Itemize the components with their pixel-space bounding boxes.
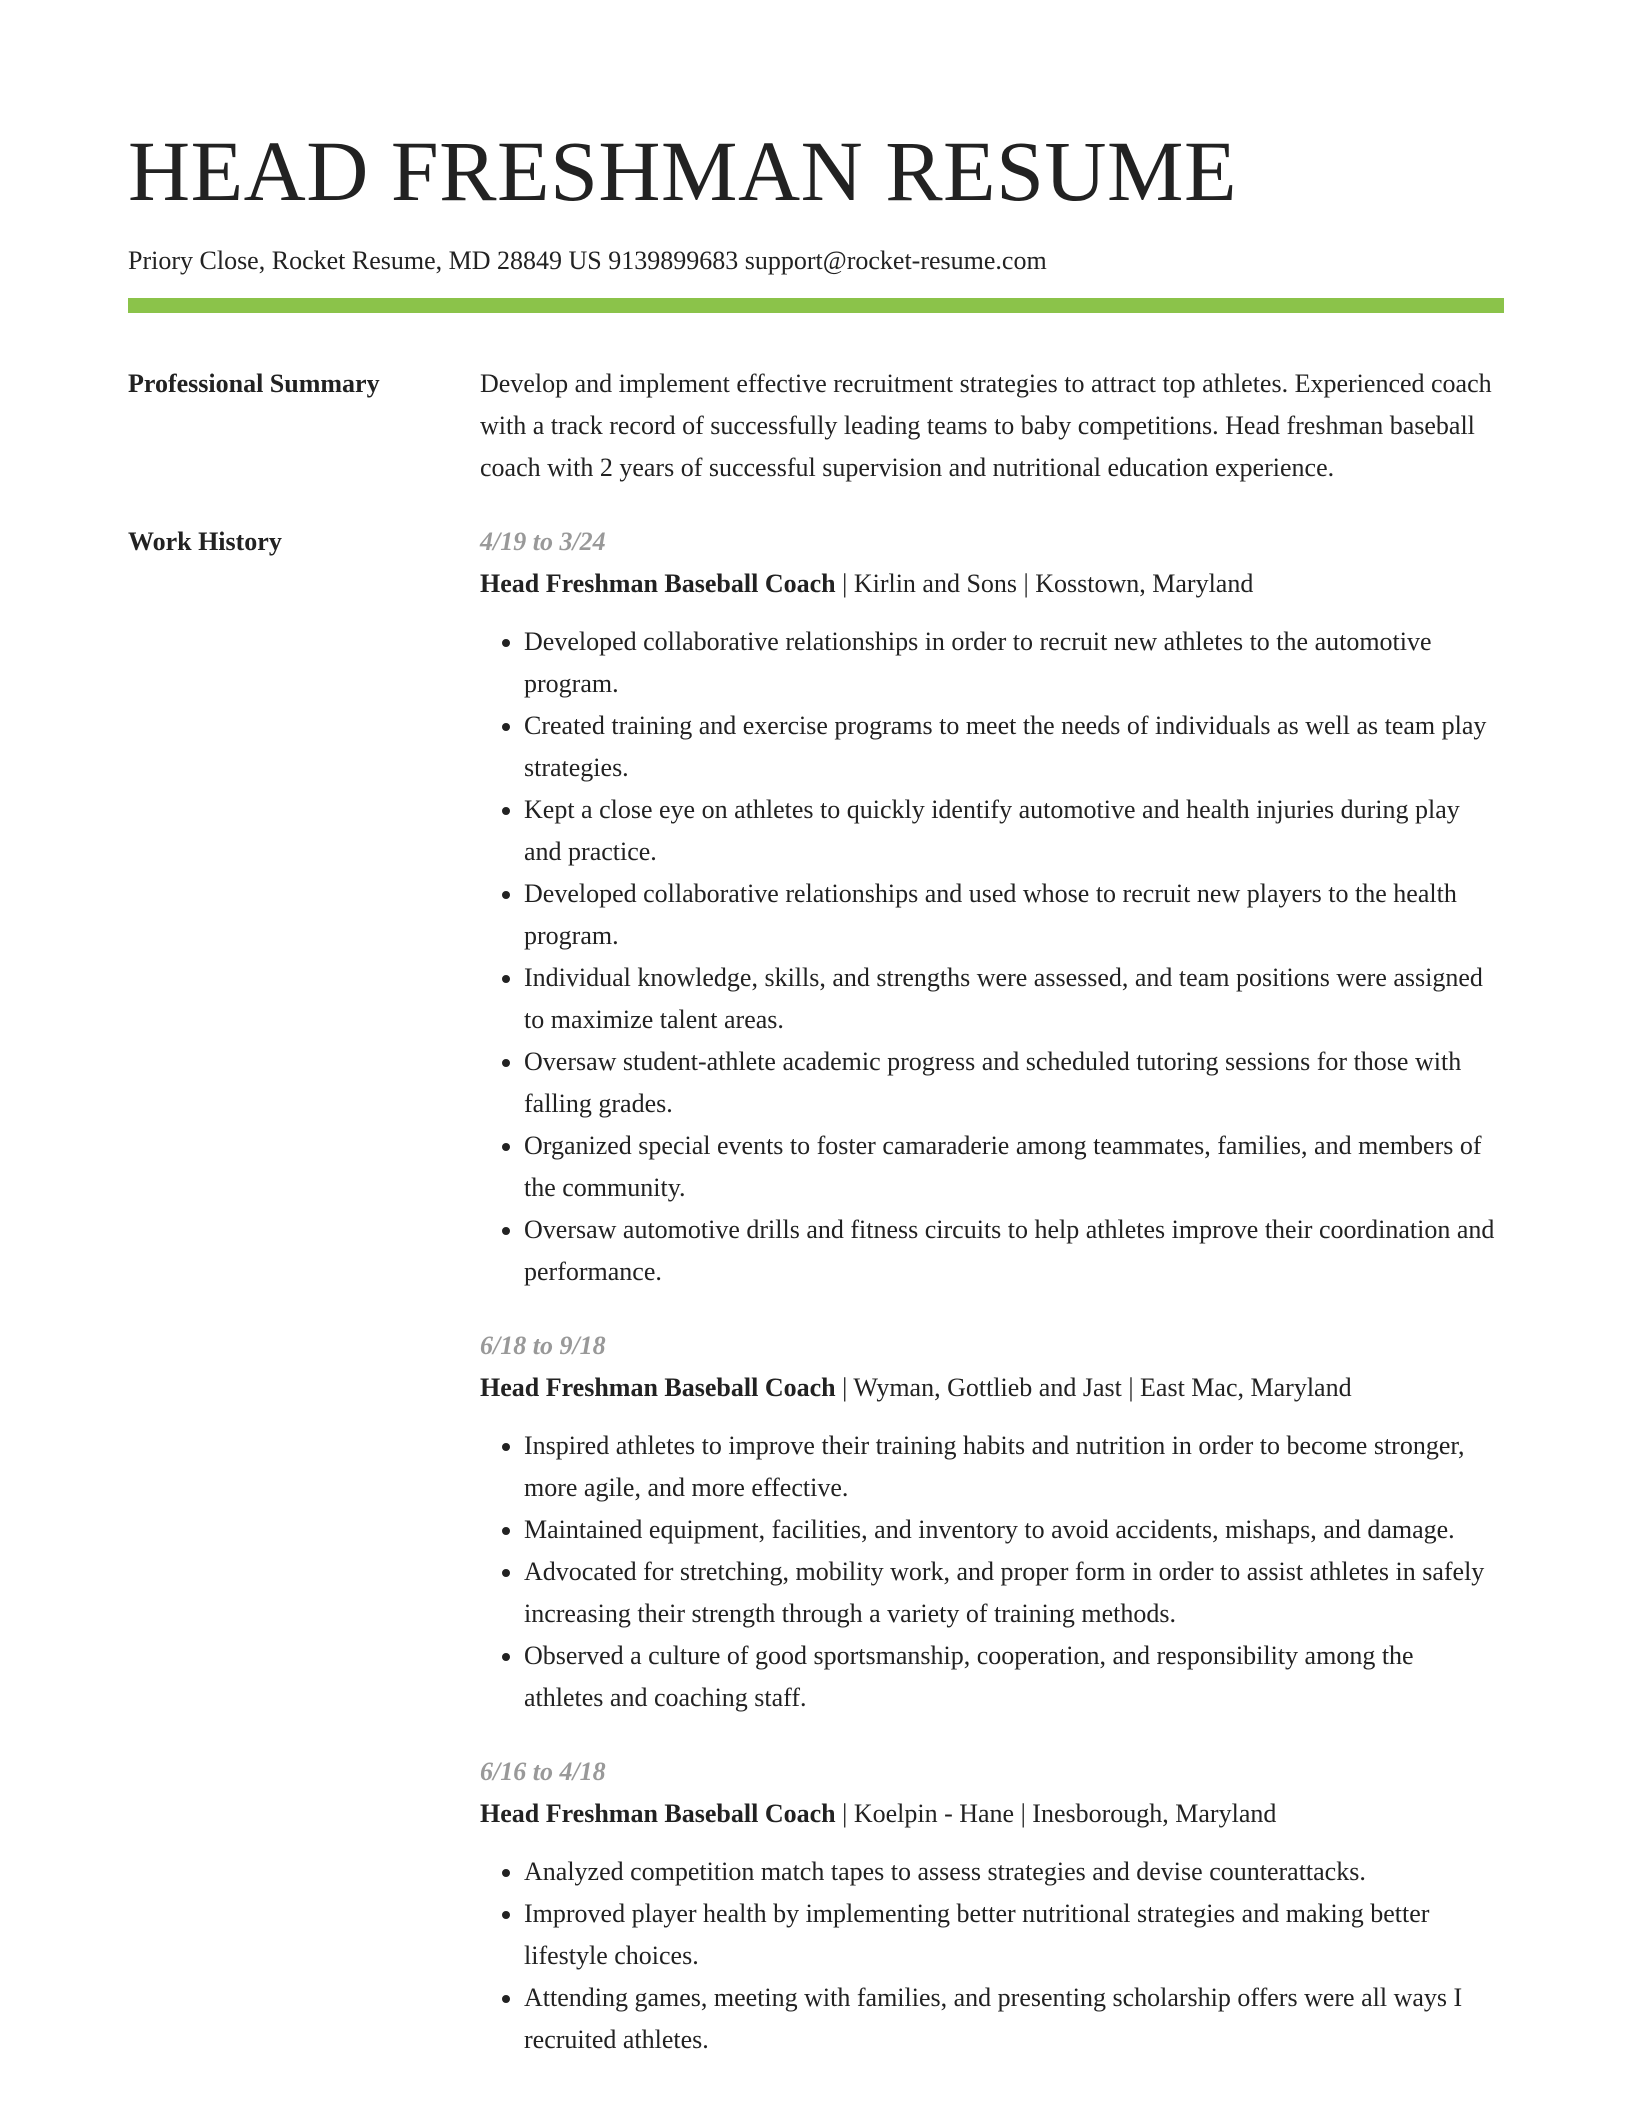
job-bullet: • Inspired athletes to improve their training habits and nutrition in order to become stronger, more agile, and more effective. [524, 1425, 1504, 1509]
job-entry [480, 521, 1504, 1293]
job-header [480, 1367, 1504, 1409]
job-dates: 4/19 to 3/24 [480, 527, 606, 556]
job-header [480, 1793, 1504, 1835]
job-details: | Kirlin and Sons | Kosstown, Maryland [835, 569, 1254, 598]
job-entry [480, 1325, 1504, 1719]
resume-page [128, 0, 1504, 2093]
accent-divider [128, 298, 1504, 313]
job-title: Head Freshman Baseball Coach [480, 1799, 836, 1828]
job-bullets [480, 1851, 1504, 2061]
job-details: | Koelpin - Hane | Inesborough, Maryland [835, 1799, 1277, 1828]
job-bullet: • Attending games, meeting with families, and presenting scholarship offers were all ways I recruited athletes. [524, 1977, 1504, 2061]
job-bullets [480, 621, 1504, 1293]
job-bullet: • Organized special events to foster camaraderie among teammates, families, and members of the community. [524, 1125, 1504, 1209]
job-bullets [480, 1425, 1504, 1719]
summary-body [480, 363, 1504, 489]
job-bullet: • Oversaw student-athlete academic progress and scheduled tutoring sessions for those with falling grades. [524, 1041, 1504, 1125]
job-title: Head Freshman Baseball Coach [480, 1373, 836, 1402]
section-label-summary: Professional Summary [128, 369, 380, 398]
job-bullet: • Kept a close eye on athletes to quickly identify automotive and health injuries during play and practice. [524, 789, 1504, 873]
work-body [480, 521, 1504, 2093]
professional-summary-section [128, 363, 1504, 489]
section-label-work: Work History [128, 527, 282, 556]
job-bullet: • Individual knowledge, skills, and strengths were assessed, and team positions were assigned to maximize talent areas. [524, 957, 1504, 1041]
job-bullet: • Oversaw automotive drills and fitness circuits to help athletes improve their coordination and performance. [524, 1209, 1504, 1293]
job-bullet: • Developed collaborative relationships in order to recruit new athletes to the automotive program. [524, 621, 1504, 705]
job-bullet: • Analyzed competition match tapes to assess strategies and devise counterattacks. [524, 1851, 1504, 1893]
job-dates: 6/16 to 4/18 [480, 1757, 606, 1786]
job-bullet: • Advocated for stretching, mobility work, and proper form in order to assist athletes in safely increasing their strength through a variety of training methods. [524, 1551, 1504, 1635]
resume-title: HEAD FRESHMAN RESUME [128, 123, 1238, 219]
work-history-section [128, 521, 1504, 2093]
job-title: Head Freshman Baseball Coach [480, 569, 836, 598]
job-bullet: • Created training and exercise programs to meet the needs of individuals as well as team play strategies. [524, 705, 1504, 789]
job-details: | Wyman, Gottlieb and Jast | East Mac, Maryland [835, 1373, 1352, 1402]
contact-line: Priory Close, Rocket Resume, MD 28849 US 9139899683 support@rocket-resume.com [128, 246, 1047, 275]
job-dates: 6/18 to 9/18 [480, 1331, 606, 1360]
job-header [480, 563, 1504, 605]
job-bullet: • Maintained equipment, facilities, and inventory to avoid accidents, mishaps, and damage. [524, 1509, 1504, 1551]
job-bullet: • Developed collaborative relationships and used whose to recruit new players to the health program. [524, 873, 1504, 957]
job-entry [480, 1751, 1504, 2061]
job-bullet: • Observed a culture of good sportsmanship, cooperation, and responsibility among the athletes and coaching staff. [524, 1635, 1504, 1719]
job-bullet: • Improved player health by implementing better nutritional strategies and making better lifestyle choices. [524, 1893, 1504, 1977]
summary-text: Develop and implement effective recruitment strategies to attract top athletes. Experienced coach with a track record of successfully leading teams to baby competitions. Head freshman baseball coach with 2 years of successful supervision and nutritional education experience. [480, 369, 1492, 482]
